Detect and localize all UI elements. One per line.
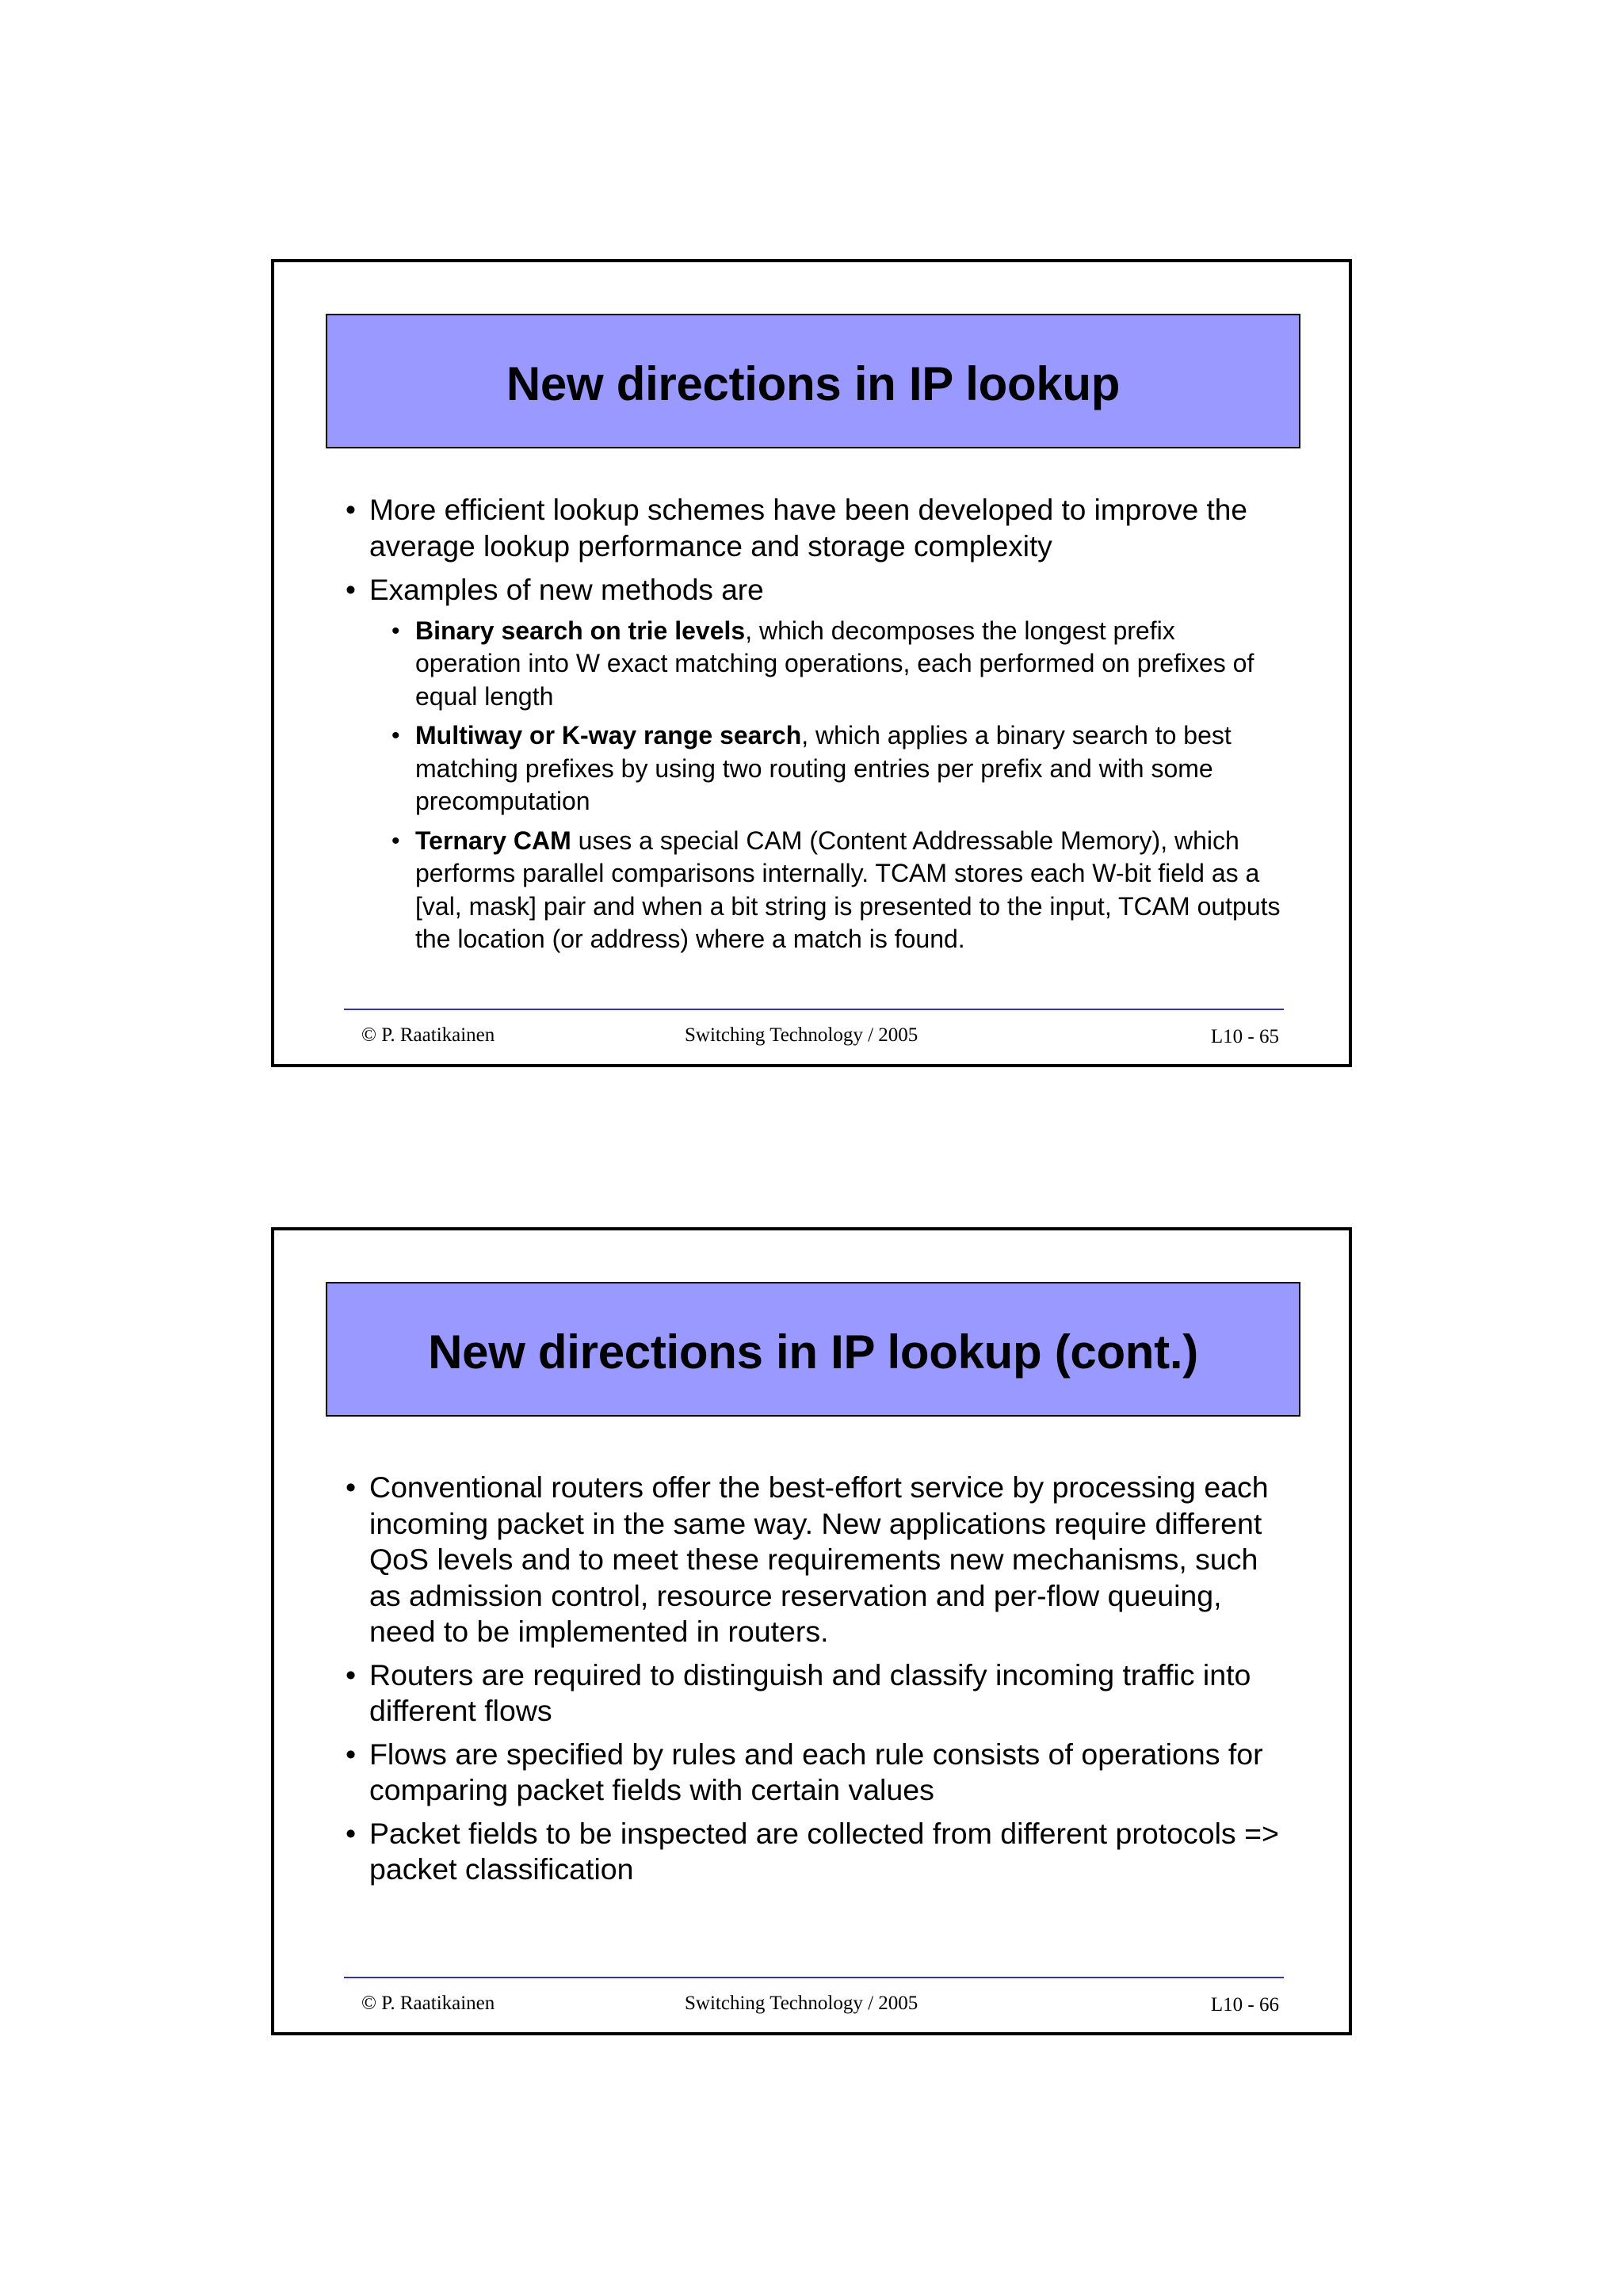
bullet-list xyxy=(346,492,1285,956)
method-description: , which applies a binary search to best matching prefixes by using two routing entries per prefix and with some precomputation xyxy=(415,721,1232,815)
footer-page-number: L10 - 65 xyxy=(1210,1026,1279,1047)
list-item xyxy=(346,1657,1285,1730)
bullet-text: Conventional routers offer the best-effort service by processing each incoming packet in the same way. New applications require different QoS levels and to meet these requirements new mechanisms, such as admission control, resource reservation and per-flow queuing, need to be implemented in routers. xyxy=(369,1470,1269,1648)
method-description: uses a special CAM (Content Addressable Memory), which performs parallel comparisons internally. TCAM stores each W-bit field as a [val, mask] pair and when a bit string is presented to the input, TCAM outputs the location (or address) where a match is found. xyxy=(415,826,1281,953)
sub-list-item xyxy=(391,719,1285,818)
slide-65 xyxy=(271,259,1352,1067)
footer-author: © P. Raatikainen xyxy=(361,1024,495,1046)
bullet-text: Examples of new methods are xyxy=(369,574,764,606)
bullet-list xyxy=(346,1470,1285,1888)
slide-footer xyxy=(344,1993,1284,2021)
list-item xyxy=(346,1816,1285,1888)
footer-course: Switching Technology / 2005 xyxy=(685,1024,918,1046)
list-item xyxy=(346,572,1285,956)
method-term: Ternary CAM xyxy=(415,826,571,855)
bullet-icon: • xyxy=(346,1470,357,1504)
method-description: , which decomposes the longest prefix operation into W exact matching operations, each performed on prefixes of equal length xyxy=(415,616,1254,711)
footer-course: Switching Technology / 2005 xyxy=(685,1993,918,2014)
bullet-icon: • xyxy=(346,494,356,526)
bullet-text: Packet fields to be inspected are collected from different protocols => packet classification xyxy=(369,1816,1279,1886)
slide-footer xyxy=(344,1024,1284,1053)
bullet-icon: • xyxy=(391,827,400,854)
slide-title-box xyxy=(326,314,1300,448)
list-item xyxy=(346,492,1285,564)
bullet-icon: • xyxy=(346,1737,357,1771)
bullet-text: Flows are specified by rules and each rule consists of operations for comparing packet fields with certain values xyxy=(369,1737,1263,1806)
footer-author: © P. Raatikainen xyxy=(361,1993,495,2014)
sub-list-item xyxy=(391,825,1285,956)
slide-body xyxy=(346,1470,1285,1895)
footer-divider xyxy=(344,1009,1284,1010)
sub-bullet-list xyxy=(391,615,1285,956)
method-term: Multiway or K-way range search xyxy=(415,721,802,749)
slide-title: New directions in IP lookup (cont.) xyxy=(428,1325,1198,1379)
bullet-icon: • xyxy=(391,723,400,749)
bullet-icon: • xyxy=(346,574,356,606)
slide-title-box xyxy=(326,1282,1300,1417)
bullet-text: More efficient lookup schemes have been developed to improve the average lookup performance and storage complexity xyxy=(369,494,1247,563)
slide-body xyxy=(346,492,1285,964)
list-item xyxy=(346,1737,1285,1809)
sub-list-item xyxy=(391,615,1285,714)
footer-page-number: L10 - 66 xyxy=(1210,1994,1279,2016)
bullet-icon: • xyxy=(346,1816,357,1850)
footer-divider xyxy=(344,1977,1284,1978)
method-term: Binary search on trie levels xyxy=(415,616,746,645)
list-item xyxy=(346,1470,1285,1650)
bullet-icon: • xyxy=(346,1657,357,1691)
bullet-text: Routers are required to distinguish and classify incoming traffic into different flows xyxy=(369,1657,1251,1727)
bullet-icon: • xyxy=(391,617,400,644)
slide-title: New directions in IP lookup xyxy=(506,357,1121,410)
slide-66 xyxy=(271,1227,1352,2035)
